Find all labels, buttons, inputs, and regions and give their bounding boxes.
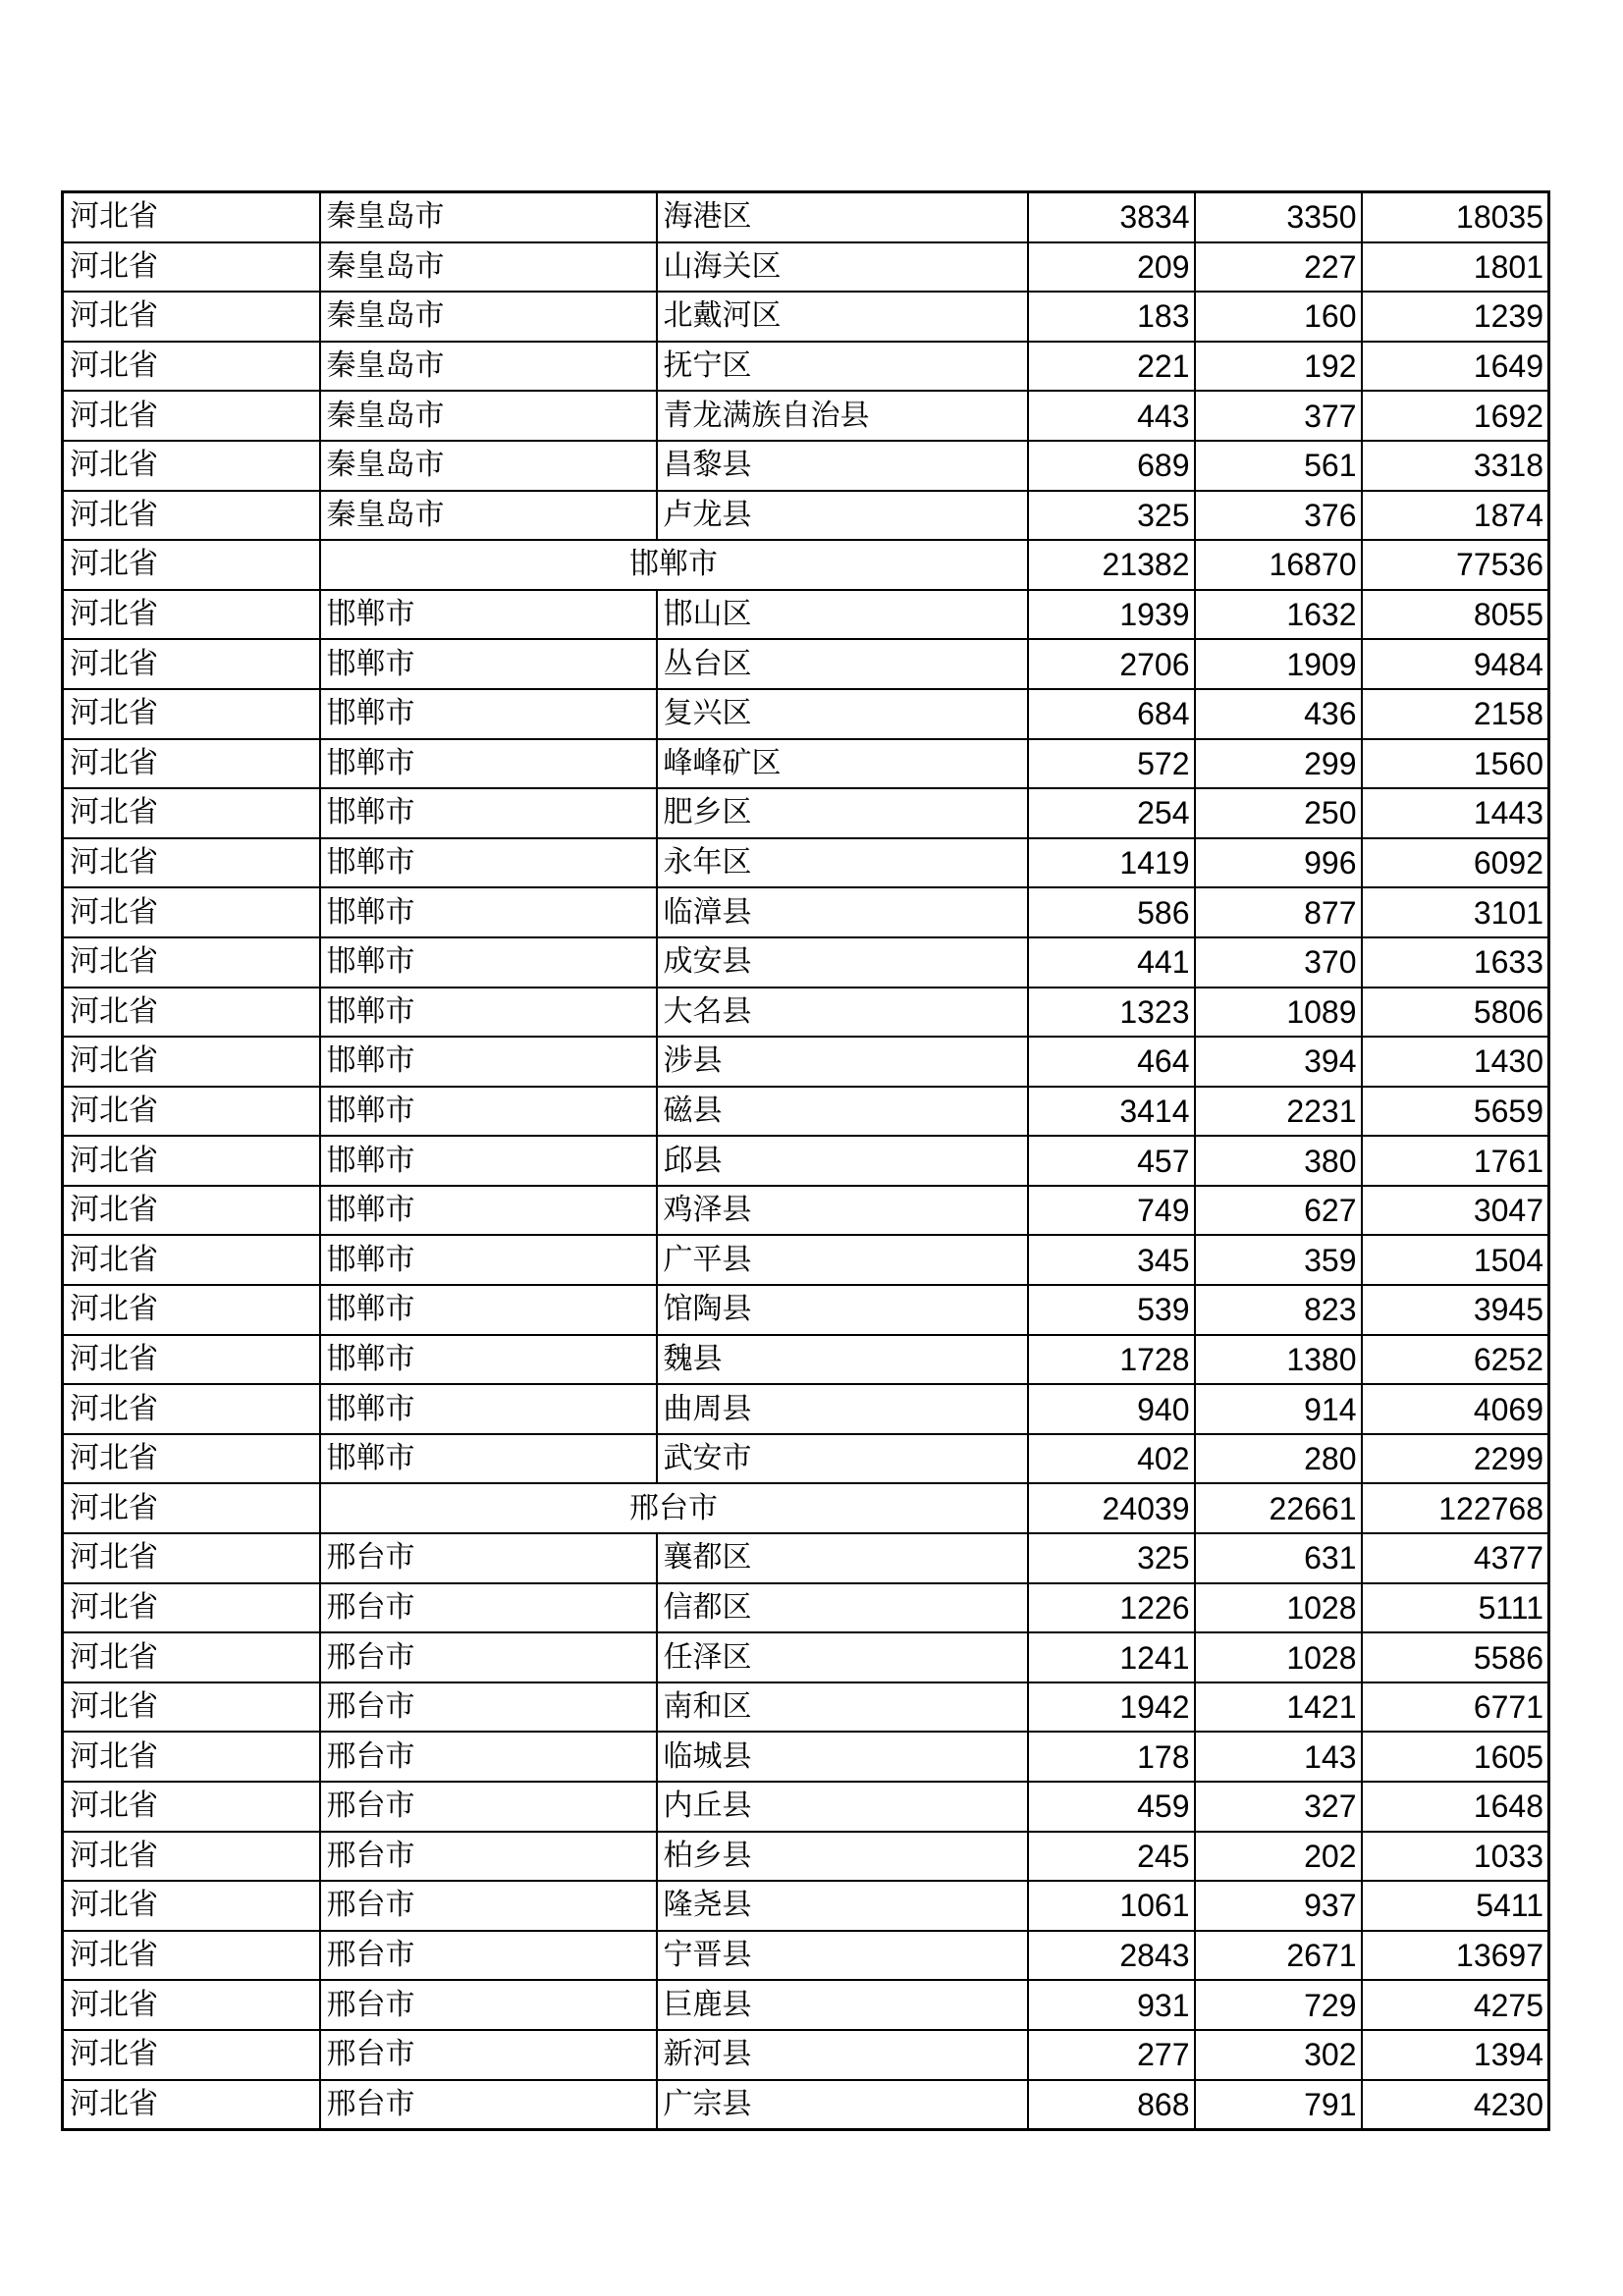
city-cell: 邢台市	[320, 1881, 657, 1931]
province-cell: 河北省	[63, 2030, 320, 2080]
value-cell-2: 791	[1195, 2080, 1362, 2130]
table-row	[63, 1087, 1549, 1137]
province-cell: 河北省	[63, 1483, 320, 1533]
value-cell-3: 4069	[1362, 1384, 1549, 1434]
city-cell: 邯郸市	[320, 1335, 657, 1385]
value-cell-2: 394	[1195, 1037, 1362, 1087]
table-row	[63, 1434, 1549, 1484]
district-cell: 南和区	[657, 1682, 1028, 1733]
value-cell-1: 2843	[1028, 1931, 1195, 1981]
value-cell-2: 877	[1195, 887, 1362, 937]
table-body	[63, 192, 1549, 2130]
value-cell-3: 6092	[1362, 838, 1549, 888]
city-cell: 秦皇岛市	[320, 491, 657, 541]
city-cell: 邯郸市	[320, 937, 657, 988]
province-cell: 河北省	[63, 1533, 320, 1583]
province-cell: 河北省	[63, 1136, 320, 1186]
value-cell-2: 561	[1195, 441, 1362, 491]
value-cell-2: 996	[1195, 838, 1362, 888]
value-cell-3: 1648	[1362, 1782, 1549, 1832]
city-cell: 邢台市	[320, 2080, 657, 2130]
city-cell: 邯郸市	[320, 1384, 657, 1434]
value-cell-1: 178	[1028, 1732, 1195, 1782]
value-cell-2: 3350	[1195, 192, 1362, 242]
value-cell-1: 183	[1028, 292, 1195, 342]
value-cell-3: 3101	[1362, 887, 1549, 937]
value-cell-1: 586	[1028, 887, 1195, 937]
province-cell: 河北省	[63, 1881, 320, 1931]
province-cell: 河北省	[63, 1980, 320, 2030]
district-cell: 任泽区	[657, 1632, 1028, 1682]
value-cell-1: 209	[1028, 242, 1195, 293]
table-row	[63, 1632, 1549, 1682]
table-row	[63, 1235, 1549, 1285]
city-cell: 秦皇岛市	[320, 441, 657, 491]
province-cell: 河北省	[63, 1037, 320, 1087]
table-row	[63, 342, 1549, 392]
province-cell: 河北省	[63, 1335, 320, 1385]
province-cell: 河北省	[63, 491, 320, 541]
city-cell: 邯郸市	[320, 788, 657, 838]
value-cell-3: 1649	[1362, 342, 1549, 392]
value-cell-3: 5806	[1362, 988, 1549, 1038]
value-cell-3: 4275	[1362, 1980, 1549, 2030]
data-table	[61, 190, 1550, 2131]
district-cell: 曲周县	[657, 1384, 1028, 1434]
value-cell-3: 4230	[1362, 2080, 1549, 2130]
district-cell: 复兴区	[657, 689, 1028, 739]
table-subtotal-row	[63, 540, 1549, 590]
value-cell-2: 1421	[1195, 1682, 1362, 1733]
value-cell-2: 22661	[1195, 1483, 1362, 1533]
value-cell-3: 5586	[1362, 1632, 1549, 1682]
city-cell: 邯郸市	[320, 1136, 657, 1186]
district-cell: 肥乡区	[657, 788, 1028, 838]
district-cell: 馆陶县	[657, 1285, 1028, 1335]
province-cell: 河北省	[63, 192, 320, 242]
value-cell-2: 370	[1195, 937, 1362, 988]
value-cell-3: 1605	[1362, 1732, 1549, 1782]
city-cell: 秦皇岛市	[320, 342, 657, 392]
value-cell-3: 1443	[1362, 788, 1549, 838]
district-cell: 磁县	[657, 1087, 1028, 1137]
city-cell: 邢台市	[320, 1980, 657, 2030]
value-cell-1: 459	[1028, 1782, 1195, 1832]
value-cell-3: 3318	[1362, 441, 1549, 491]
city-cell: 邢台市	[320, 1931, 657, 1981]
city-cell: 秦皇岛市	[320, 192, 657, 242]
district-cell: 内丘县	[657, 1782, 1028, 1832]
table-row	[63, 838, 1549, 888]
value-cell-3: 18035	[1362, 192, 1549, 242]
value-cell-1: 1323	[1028, 988, 1195, 1038]
province-cell: 河北省	[63, 988, 320, 1038]
value-cell-2: 299	[1195, 739, 1362, 789]
province-cell: 河北省	[63, 540, 320, 590]
value-cell-2: 280	[1195, 1434, 1362, 1484]
table-row	[63, 1682, 1549, 1733]
value-cell-2: 1909	[1195, 639, 1362, 689]
value-cell-1: 1942	[1028, 1682, 1195, 1733]
province-cell: 河北省	[63, 1732, 320, 1782]
province-cell: 河北省	[63, 788, 320, 838]
province-cell: 河北省	[63, 838, 320, 888]
value-cell-2: 327	[1195, 1782, 1362, 1832]
value-cell-3: 1394	[1362, 2030, 1549, 2080]
city-cell: 邯郸市	[320, 1186, 657, 1236]
value-cell-1: 868	[1028, 2080, 1195, 2130]
city-cell: 邯郸市	[320, 1037, 657, 1087]
province-cell: 河北省	[63, 1832, 320, 1882]
province-cell: 河北省	[63, 1632, 320, 1682]
province-cell: 河北省	[63, 1434, 320, 1484]
table-row	[63, 590, 1549, 640]
table-row	[63, 1881, 1549, 1931]
district-cell: 丛台区	[657, 639, 1028, 689]
province-cell: 河北省	[63, 1384, 320, 1434]
table-row	[63, 1782, 1549, 1832]
value-cell-1: 1226	[1028, 1583, 1195, 1633]
value-cell-1: 325	[1028, 1533, 1195, 1583]
value-cell-1: 689	[1028, 441, 1195, 491]
province-cell: 河北省	[63, 1186, 320, 1236]
value-cell-3: 1801	[1362, 242, 1549, 293]
table-row	[63, 689, 1549, 739]
table-row	[63, 391, 1549, 441]
value-cell-1: 24039	[1028, 1483, 1195, 1533]
value-cell-3: 6252	[1362, 1335, 1549, 1385]
table-row	[63, 1285, 1549, 1335]
district-cell: 宁晋县	[657, 1931, 1028, 1981]
value-cell-2: 380	[1195, 1136, 1362, 1186]
district-cell: 柏乡县	[657, 1832, 1028, 1882]
value-cell-2: 143	[1195, 1732, 1362, 1782]
city-cell: 邢台市	[320, 2030, 657, 2080]
table-row	[63, 2080, 1549, 2130]
value-cell-3: 1560	[1362, 739, 1549, 789]
table-row	[63, 788, 1549, 838]
table-row	[63, 1186, 1549, 1236]
value-cell-2: 1028	[1195, 1583, 1362, 1633]
value-cell-3: 1761	[1362, 1136, 1549, 1186]
value-cell-1: 221	[1028, 342, 1195, 392]
value-cell-1: 539	[1028, 1285, 1195, 1335]
value-cell-1: 21382	[1028, 540, 1195, 590]
district-cell: 襄都区	[657, 1533, 1028, 1583]
table-row	[63, 1533, 1549, 1583]
table-row	[63, 192, 1549, 242]
district-cell: 永年区	[657, 838, 1028, 888]
value-cell-2: 937	[1195, 1881, 1362, 1931]
table-row	[63, 1980, 1549, 2030]
city-cell: 邢台市	[320, 1682, 657, 1733]
province-cell: 河北省	[63, 2080, 320, 2130]
city-cell: 邯郸市	[320, 838, 657, 888]
value-cell-1: 749	[1028, 1186, 1195, 1236]
table-row	[63, 491, 1549, 541]
value-cell-3: 5111	[1362, 1583, 1549, 1633]
city-cell: 邯郸市	[320, 1285, 657, 1335]
district-cell: 临城县	[657, 1732, 1028, 1782]
value-cell-2: 202	[1195, 1832, 1362, 1882]
value-cell-3: 1504	[1362, 1235, 1549, 1285]
table-row	[63, 1732, 1549, 1782]
value-cell-3: 3945	[1362, 1285, 1549, 1335]
city-cell: 邢台市	[320, 1583, 657, 1633]
value-cell-1: 1939	[1028, 590, 1195, 640]
value-cell-1: 277	[1028, 2030, 1195, 2080]
city-cell: 邯郸市	[320, 1434, 657, 1484]
table-row	[63, 639, 1549, 689]
value-cell-2: 16870	[1195, 540, 1362, 590]
value-cell-3: 2299	[1362, 1434, 1549, 1484]
district-cell: 昌黎县	[657, 441, 1028, 491]
city-subtotal-cell: 邯郸市	[320, 540, 1028, 590]
value-cell-3: 77536	[1362, 540, 1549, 590]
city-cell: 邢台市	[320, 1832, 657, 1882]
value-cell-2: 376	[1195, 491, 1362, 541]
value-cell-3: 3047	[1362, 1186, 1549, 1236]
value-cell-1: 3834	[1028, 192, 1195, 242]
district-cell: 峰峰矿区	[657, 739, 1028, 789]
province-cell: 河北省	[63, 391, 320, 441]
value-cell-1: 1728	[1028, 1335, 1195, 1385]
value-cell-1: 443	[1028, 391, 1195, 441]
value-cell-3: 1239	[1362, 292, 1549, 342]
city-cell: 秦皇岛市	[320, 292, 657, 342]
province-cell: 河北省	[63, 292, 320, 342]
value-cell-2: 359	[1195, 1235, 1362, 1285]
province-cell: 河北省	[63, 1682, 320, 1733]
value-cell-1: 325	[1028, 491, 1195, 541]
district-cell: 涉县	[657, 1037, 1028, 1087]
district-cell: 隆尧县	[657, 1881, 1028, 1931]
district-cell: 成安县	[657, 937, 1028, 988]
city-subtotal-cell: 邢台市	[320, 1483, 1028, 1533]
province-cell: 河北省	[63, 1583, 320, 1633]
city-cell: 秦皇岛市	[320, 242, 657, 293]
city-cell: 邢台市	[320, 1782, 657, 1832]
data-table-container	[61, 190, 1547, 2131]
value-cell-2: 1028	[1195, 1632, 1362, 1682]
city-cell: 邯郸市	[320, 887, 657, 937]
value-cell-1: 245	[1028, 1832, 1195, 1882]
district-cell: 广宗县	[657, 2080, 1028, 2130]
value-cell-2: 377	[1195, 391, 1362, 441]
value-cell-3: 1874	[1362, 491, 1549, 541]
table-row	[63, 988, 1549, 1038]
province-cell: 河北省	[63, 937, 320, 988]
table-row	[63, 937, 1549, 988]
value-cell-3: 8055	[1362, 590, 1549, 640]
district-cell: 临漳县	[657, 887, 1028, 937]
district-cell: 抚宁区	[657, 342, 1028, 392]
table-row	[63, 887, 1549, 937]
province-cell: 河北省	[63, 242, 320, 293]
province-cell: 河北省	[63, 1235, 320, 1285]
province-cell: 河北省	[63, 1782, 320, 1832]
table-row	[63, 1384, 1549, 1434]
value-cell-1: 345	[1028, 1235, 1195, 1285]
city-cell: 邯郸市	[320, 689, 657, 739]
province-cell: 河北省	[63, 1931, 320, 1981]
district-cell: 山海关区	[657, 242, 1028, 293]
value-cell-2: 914	[1195, 1384, 1362, 1434]
table-row	[63, 292, 1549, 342]
province-cell: 河北省	[63, 739, 320, 789]
value-cell-1: 684	[1028, 689, 1195, 739]
table-row	[63, 1931, 1549, 1981]
district-cell: 魏县	[657, 1335, 1028, 1385]
value-cell-1: 457	[1028, 1136, 1195, 1186]
value-cell-1: 464	[1028, 1037, 1195, 1087]
value-cell-2: 631	[1195, 1533, 1362, 1583]
value-cell-2: 1380	[1195, 1335, 1362, 1385]
city-cell: 邯郸市	[320, 639, 657, 689]
district-cell: 武安市	[657, 1434, 1028, 1484]
value-cell-1: 441	[1028, 937, 1195, 988]
district-cell: 鸡泽县	[657, 1186, 1028, 1236]
province-cell: 河北省	[63, 887, 320, 937]
district-cell: 邯山区	[657, 590, 1028, 640]
value-cell-2: 627	[1195, 1186, 1362, 1236]
city-cell: 邯郸市	[320, 1235, 657, 1285]
value-cell-1: 3414	[1028, 1087, 1195, 1137]
table-row	[63, 1335, 1549, 1385]
value-cell-1: 1061	[1028, 1881, 1195, 1931]
district-cell: 信都区	[657, 1583, 1028, 1633]
city-cell: 邯郸市	[320, 739, 657, 789]
city-cell: 邢台市	[320, 1533, 657, 1583]
district-cell: 新河县	[657, 2030, 1028, 2080]
table-row	[63, 242, 1549, 293]
value-cell-3: 5411	[1362, 1881, 1549, 1931]
value-cell-1: 931	[1028, 1980, 1195, 2030]
value-cell-3: 1692	[1362, 391, 1549, 441]
value-cell-2: 436	[1195, 689, 1362, 739]
city-cell: 邢台市	[320, 1732, 657, 1782]
value-cell-3: 4377	[1362, 1533, 1549, 1583]
value-cell-1: 402	[1028, 1434, 1195, 1484]
table-row	[63, 1037, 1549, 1087]
table-row	[63, 441, 1549, 491]
district-cell: 广平县	[657, 1235, 1028, 1285]
district-cell: 大名县	[657, 988, 1028, 1038]
value-cell-1: 2706	[1028, 639, 1195, 689]
table-row	[63, 1136, 1549, 1186]
value-cell-3: 1430	[1362, 1037, 1549, 1087]
table-row	[63, 1832, 1549, 1882]
province-cell: 河北省	[63, 590, 320, 640]
value-cell-3: 2158	[1362, 689, 1549, 739]
value-cell-3: 13697	[1362, 1931, 1549, 1981]
value-cell-2: 1089	[1195, 988, 1362, 1038]
value-cell-3: 5659	[1362, 1087, 1549, 1137]
province-cell: 河北省	[63, 342, 320, 392]
city-cell: 邯郸市	[320, 590, 657, 640]
value-cell-3: 122768	[1362, 1483, 1549, 1533]
table-row	[63, 1583, 1549, 1633]
province-cell: 河北省	[63, 639, 320, 689]
province-cell: 河北省	[63, 1285, 320, 1335]
value-cell-2: 2671	[1195, 1931, 1362, 1981]
province-cell: 河北省	[63, 1087, 320, 1137]
district-cell: 青龙满族自治县	[657, 391, 1028, 441]
value-cell-2: 227	[1195, 242, 1362, 293]
value-cell-2: 250	[1195, 788, 1362, 838]
city-cell: 邯郸市	[320, 1087, 657, 1137]
district-cell: 巨鹿县	[657, 1980, 1028, 2030]
district-cell: 北戴河区	[657, 292, 1028, 342]
province-cell: 河北省	[63, 441, 320, 491]
value-cell-1: 940	[1028, 1384, 1195, 1434]
district-cell: 海港区	[657, 192, 1028, 242]
value-cell-2: 2231	[1195, 1087, 1362, 1137]
table-row	[63, 739, 1549, 789]
province-cell: 河北省	[63, 689, 320, 739]
city-cell: 邢台市	[320, 1632, 657, 1682]
value-cell-2: 729	[1195, 1980, 1362, 2030]
value-cell-3: 1633	[1362, 937, 1549, 988]
district-cell: 卢龙县	[657, 491, 1028, 541]
value-cell-2: 192	[1195, 342, 1362, 392]
table-row	[63, 2030, 1549, 2080]
value-cell-1: 254	[1028, 788, 1195, 838]
value-cell-2: 160	[1195, 292, 1362, 342]
value-cell-1: 1419	[1028, 838, 1195, 888]
value-cell-3: 6771	[1362, 1682, 1549, 1733]
city-cell: 邯郸市	[320, 988, 657, 1038]
table-subtotal-row	[63, 1483, 1549, 1533]
value-cell-1: 1241	[1028, 1632, 1195, 1682]
value-cell-3: 1033	[1362, 1832, 1549, 1882]
value-cell-2: 1632	[1195, 590, 1362, 640]
district-cell: 邱县	[657, 1136, 1028, 1186]
value-cell-1: 572	[1028, 739, 1195, 789]
value-cell-2: 823	[1195, 1285, 1362, 1335]
value-cell-3: 9484	[1362, 639, 1549, 689]
value-cell-2: 302	[1195, 2030, 1362, 2080]
city-cell: 秦皇岛市	[320, 391, 657, 441]
